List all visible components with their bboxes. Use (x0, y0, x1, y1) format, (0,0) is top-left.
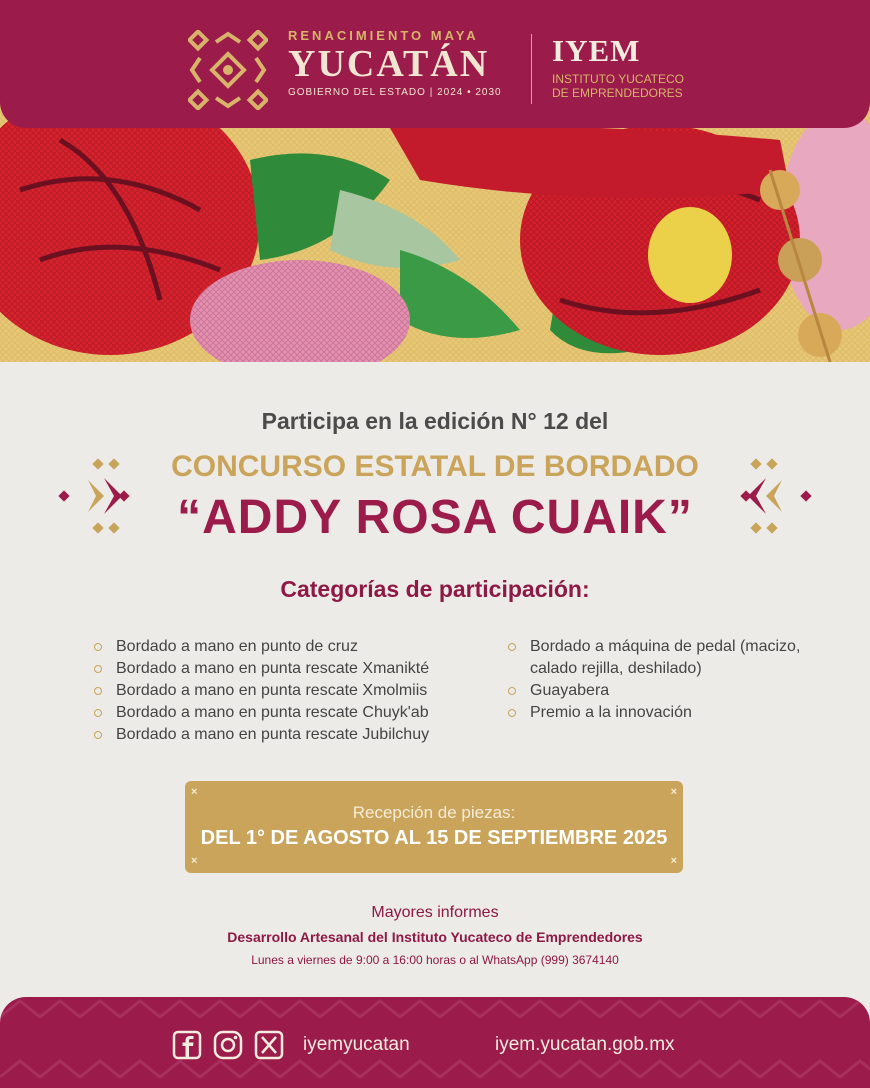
left-ornament-icon (58, 456, 138, 536)
list-item: Premio a la innovación (504, 702, 804, 724)
list-item: Bordado a mano en punta rescate Jubilchuy (90, 724, 429, 746)
brand-kicker: RENACIMIENTO MAYA (288, 28, 479, 43)
yucatan-logo-icon (188, 30, 268, 110)
list-item: Bordado a mano en punta rescate Xmolmiis (90, 680, 429, 702)
instagram-icon[interactable] (213, 1030, 243, 1060)
embroidery-photo (0, 100, 870, 362)
list-item: Bordado a máquina de pedal (macizo, calado rejilla, deshilado) (504, 636, 804, 680)
list-item: Bordado a mano en punta rescate Xmanikté (90, 658, 429, 680)
contact-hours: Lunes a viernes de 9:00 a 16:00 horas o al WhatsApp (999) 3674140 (251, 953, 619, 967)
contest-title: CONCURSO ESTATAL DE BORDADO (171, 450, 699, 483)
list-item: Guayabera (504, 680, 804, 702)
corner-x-icon: × (191, 786, 198, 798)
bullet-icon (508, 709, 516, 717)
reception-label: Recepción de piezas: (352, 803, 516, 822)
footer-banner (0, 997, 870, 1088)
x-icon[interactable] (254, 1030, 284, 1060)
footer-pattern (0, 997, 870, 1088)
reception-dates: DEL 1° DE AGOSTO AL 15 DE SEPTIEMBRE 2025 (200, 827, 668, 849)
bullet-icon (94, 709, 102, 717)
header-divider (531, 34, 532, 104)
more-info-label: Mayores informes (371, 904, 499, 921)
brand-subline: GOBIERNO DEL ESTADO | 2024 • 2030 (288, 87, 502, 98)
bullet-icon (94, 731, 102, 739)
header-banner (0, 0, 870, 128)
iyem-line1: INSTITUTO YUCATECO (552, 72, 685, 86)
facebook-icon[interactable] (172, 1030, 202, 1060)
categories-title: Categorías de participación: (280, 576, 590, 602)
bullet-icon (508, 687, 516, 695)
department-name: Desarrollo Artesanal del Instituto Yucateco de Emprendedores (227, 929, 643, 945)
reception-box (185, 781, 683, 873)
contest-name: “ADDY ROSA CUAIK” (177, 491, 693, 544)
brand-state: YUCATÁN (288, 43, 490, 85)
list-item: Bordado a mano en punto de cruz (90, 636, 429, 658)
website-link[interactable]: iyem.yucatan.gob.mx (495, 1034, 675, 1055)
list-item: Bordado a mano en punta rescate Chuyk'ab (90, 702, 429, 724)
bullet-icon (94, 643, 102, 651)
corner-x-icon: × (670, 786, 677, 798)
right-ornament-icon (732, 456, 812, 536)
social-handle[interactable]: iyemyucatan (303, 1034, 410, 1055)
intro-text: Participa en la edición N° 12 del (261, 408, 609, 434)
bullet-icon (508, 643, 516, 651)
iyem-line2: DE EMPRENDEDORES (552, 86, 683, 100)
bullet-icon (94, 687, 102, 695)
corner-x-icon: × (191, 855, 198, 867)
categories-right-list (504, 636, 804, 724)
categories-left-list (90, 636, 429, 746)
iyem-logo-text: IYEM (552, 33, 641, 68)
bullet-icon (94, 665, 102, 673)
corner-x-icon: × (670, 855, 677, 867)
